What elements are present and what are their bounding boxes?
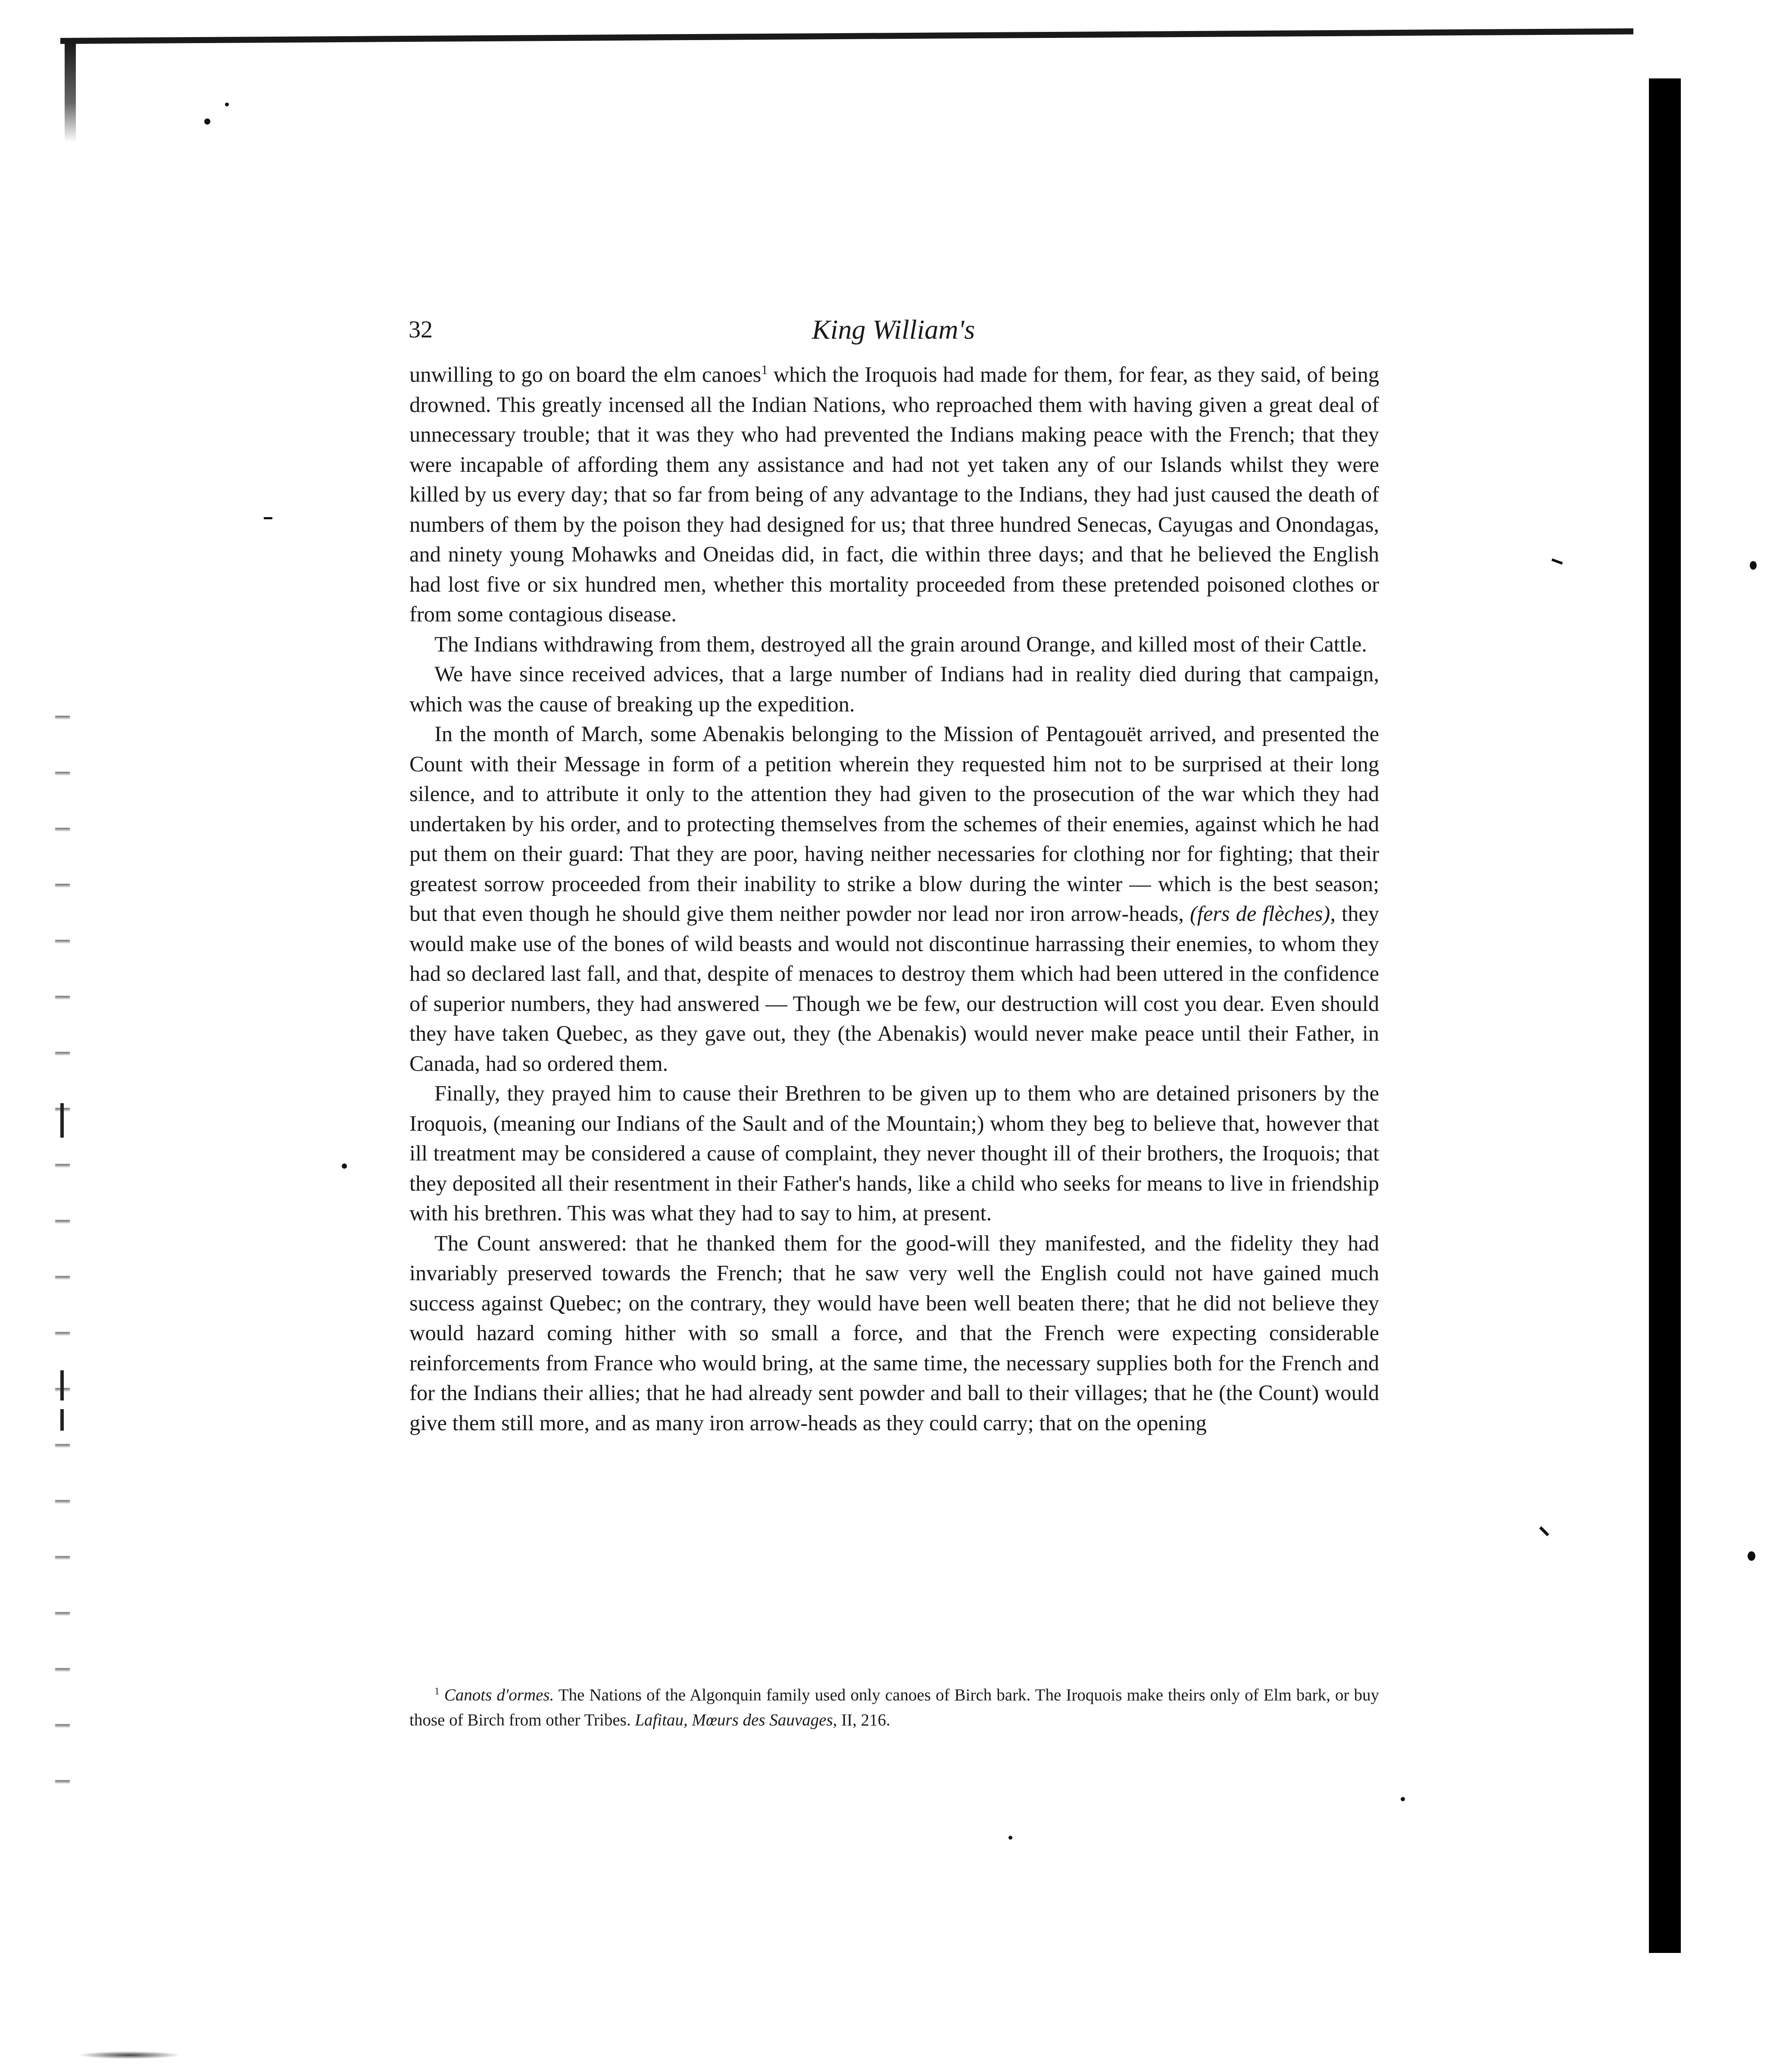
scan-speck [225,103,229,106]
scan-speck [1750,561,1757,570]
paragraph-text: they would make use of the bones of wild beasts and would not discontinue harrassing their enemies, to whom they had so declared last fall, and that, despite of menaces to destroy them which had been uttered in the confidence of superior numbers, they had answered — Though we be few, our destruction will cost you dear. Even should they have taken Quebec, as they gave out, they (the Abenakis) would never make peace until their Father, in Canada, had so ordered them. [409,901,1379,1076]
scan-speck [342,1163,347,1169]
scan-right-edge-shadow [1649,78,1681,1953]
footnote-source: Lafitau, Mœurs des Sauvages, [635,1711,837,1729]
scan-left-mark [60,1103,64,1138]
footnote-term: Canots d'ormes. [444,1686,554,1704]
scan-left-speckles [55,689,70,1810]
scan-corner-mark [65,43,76,142]
scan-speck [264,517,272,519]
scan-speck [1748,1551,1755,1561]
scan-left-mark [60,1370,64,1401]
paragraph: Finally, they prayed him to cause their Brethren to be given up to them who are detained prisoners by the Iroquois, (meaning our Indians of the Sault and of the Mountain;) whom they beg to believe that, however that ill treatment may be considered a cause of complaint, they never thought ill of their brothers, the Iroquois; that they deposited all their resentment in their Father's hands, like a child who seeks for means to live in friendship with his brethren. This was what they had to say to him, at present. [409,1081,1379,1225]
scan-bottom-smudge [78,2051,181,2059]
page-number: 32 [409,316,433,343]
scan-speck [1552,558,1563,565]
scan-top-border [60,28,1633,44]
main-text [409,360,1379,1438]
scan-speck [204,119,210,125]
paragraph-text: which the Iroquois had made for them, for fear, as they said, of being drowned. This greatly incensed all the Indian Nations, who reproached them with having given a great deal of unnecessary trouble; that it was they who had prevented the Indians making peace with the French; that they were incapable of affording them any assistance and had not yet taken any of our Islands whilst they were killed by us every day; that so far from being of any advantage to the Indians, they had just caused the death of numbers of them by the poison they had designed for us; that three hundred Senecas, Cayugas and Onondagas, and ninety young Mohawks and Oneidas did, in fact, die within three days; and that he believed the English had lost five or six hundred men, whether this mortality proceeded from these pretended poisoned clothes or from some contagious disease. [409,362,1379,626]
footnotes [409,1683,1379,1733]
page-header [409,310,1378,349]
paragraph: The Indians withdrawing from them, destroyed all the grain around Orange, and killed most of their Cattle. [434,632,1367,656]
running-head: King William's [812,314,975,345]
scan-left-mark [60,1409,64,1431]
scan-speck [1008,1836,1012,1840]
scan-speck [1401,1797,1405,1801]
paragraph: We have since received advices, that a large number of Indians had in reality died during that campaign, which was the cause of breaking up the expedition. [409,662,1379,716]
paragraph [409,360,1379,630]
footnote-ref: II, 216. [837,1711,890,1729]
footnote-reference: 1 [761,362,768,377]
footnote-mark: 1 [434,1686,440,1697]
scan-speck [1539,1526,1549,1536]
footnote-text: The Nations of the Algonquin family used only canoes of Birch bark. The Iroquois make theirs only of Elm bark, or buy those of Birch from other Tribes. [409,1686,1379,1729]
french-gloss: (fers de flèches), [1189,901,1336,926]
paragraph [409,719,1379,1079]
footnote [409,1683,1379,1733]
paragraph: The Count answered: that he thanked them for the good-will they manifested, and the fidelity they had invariably preserved towards the French; that he saw very well the English could not have gained much success against Quebec; on the contrary, they would have been well beaten there; that he did not believe they would hazard coming hither with so small a force, and that the French were expecting considerable reinforcements from France who would bring, at the same time, the necessary supplies both for the French and for the Indians their allies; that he had already sent powder and ball to their villages; that he (the Count) would give them still more, and as many iron arrow-heads as they could carry; that on the opening [409,1231,1379,1435]
paragraph-text: In the month of March, some Abenakis belonging to the Mission of Pentagouët arrived, and presented the Count with their Message in form of a petition wherein they requested him not to be surprised at their long silence, and to attribute it only to the attention they had given to the prosecution of the war which they had undertaken by his order, and to protecting themselves from the schemes of their enemies, against which he had put them on their guard: That they are poor, having neither necessaries for clothing nor for fighting; that their greatest sorrow proceeded from their inability to strike a blow during the winter — which is the best season; but that even though he should give them neither powder nor lead nor iron arrow-heads, [409,722,1379,926]
paragraph-text: unwilling to go on board the elm canoes [409,362,762,387]
